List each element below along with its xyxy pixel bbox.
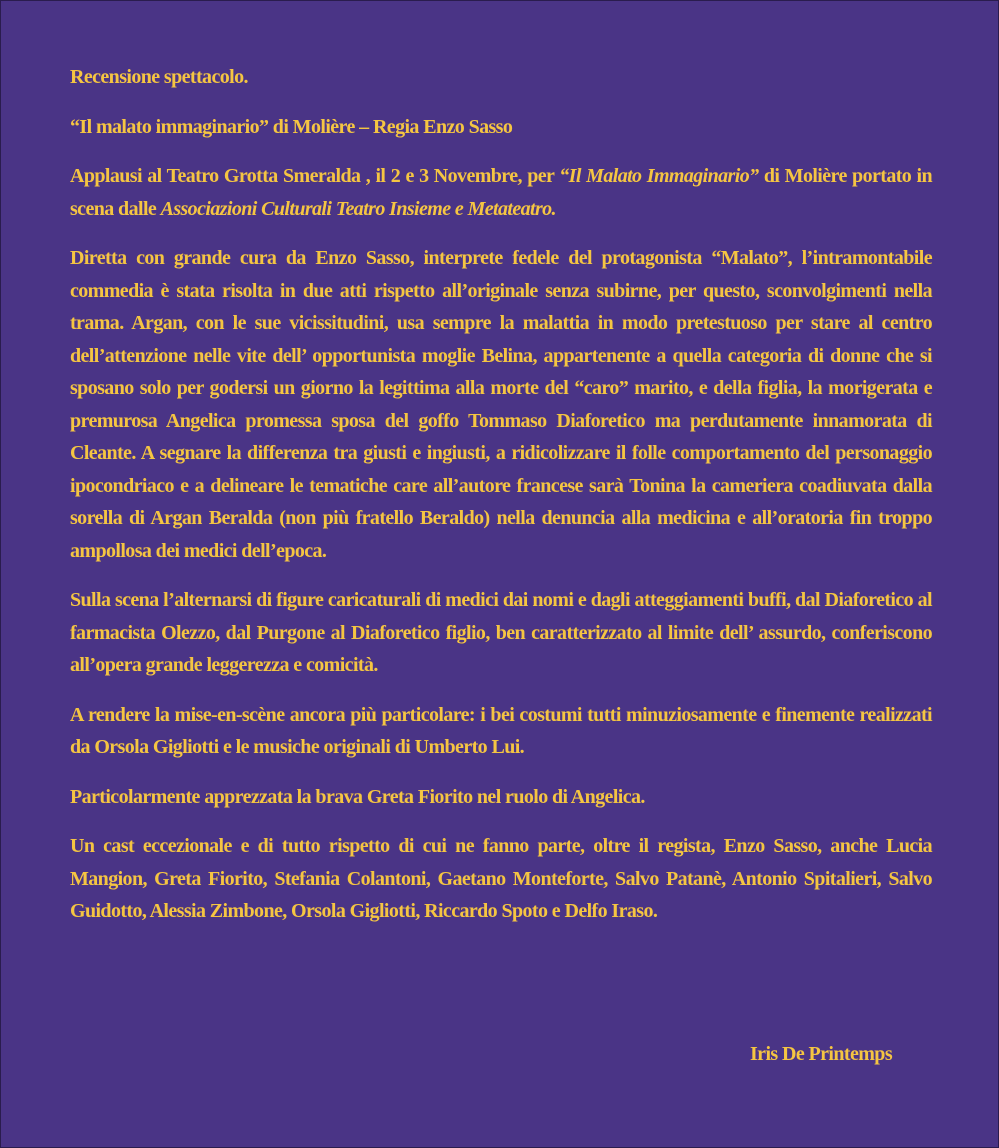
cast-paragraph: Un cast eccezionale e di tutto rispetto di cui ne fanno parte, oltre il regista, Enzo Sasso, anche Lucia Mangion, Greta Fiorito, Stefania Colantoni, Gaetano Monteforte, Salvo Patanè, Antonio Spitalieri, Salvo Guidotto, Alessia Zimbone, Orsola Gigliotti, Riccardo Spoto e Delfo Iraso. [70, 835, 932, 922]
intro-text-start: Applausi al Teatro Grotta Smeralda , il 2 e 3 Novembre, per [70, 165, 560, 187]
author-signature: Iris De Printemps [750, 1043, 892, 1065]
scene-paragraph: Sulla scena l’alternarsi di figure caricaturali di medici dai nomi e dagli atteggiamenti buffi, dal Diaforetico al farmacista Olezzo, dal Purgone al Diaforetico figlio, ben caratterizzato al limite dell’ assurdo, conferiscono all’opera grande leggerezza e comicità. [70, 589, 932, 676]
company-name-italic: Associazioni Culturali Teatro Insieme e Metateatro. [160, 197, 556, 220]
review-label: Recensione spettacolo. [70, 66, 248, 88]
intro-paragraph [70, 160, 932, 225]
staging-paragraph: A rendere la mise-en-scène ancora più particolare: i bei costumi tutti minuziosamente e finemente realizzati da Orsola Gigliotti e le musiche originali di Umberto Lui. [70, 703, 932, 758]
article-body [70, 61, 932, 928]
review-title: “Il malato immaginario” di Molière – Regia Enzo Sasso [70, 115, 513, 138]
play-title-italic: “Il Malato Immaginario” [559, 165, 759, 187]
intro-text-middle: di Molière portato in scena dalle [70, 165, 932, 220]
praise-paragraph: Particolarmente apprezzata la brava Greta Fiorito nel ruolo di Angelica. [70, 785, 645, 808]
direction-paragraph: Diretta con grande cura da Enzo Sasso, interprete fedele del protagonista “Malato”, l’intramontabile commedia è stata risolta in due atti rispetto all’originale senza subirne, per questo, sconvolgimenti nella trama. Argan, con le sue vicissitudini, usa sempre la malattia in modo pretestuoso per stare al centro dell’attenzione nelle vite dell’ opportunista moglie Belina, appartenente a quella categoria di donne che si sposano solo per godersi un giorno la legittima alla morte del “caro” marito, e della figlia, la morigerata e premurosa Angelica promessa sposa del goffo Tommaso Diaforetico ma perdutamente innamorata di Cleante. A segnare la differenza tra giusti e ingiusti, a ridicolizzare il folle comportamento del personaggio ipocondriaco e a delineare le tematiche care all’autore francese sarà Tonina la cameriera coadiuvata dalla sorella di Argan Beralda (non più fratello Beraldo) nella denuncia alla medicina e all’oratoria fin troppo ampollosa dei medici dell’epoca. [70, 247, 932, 562]
